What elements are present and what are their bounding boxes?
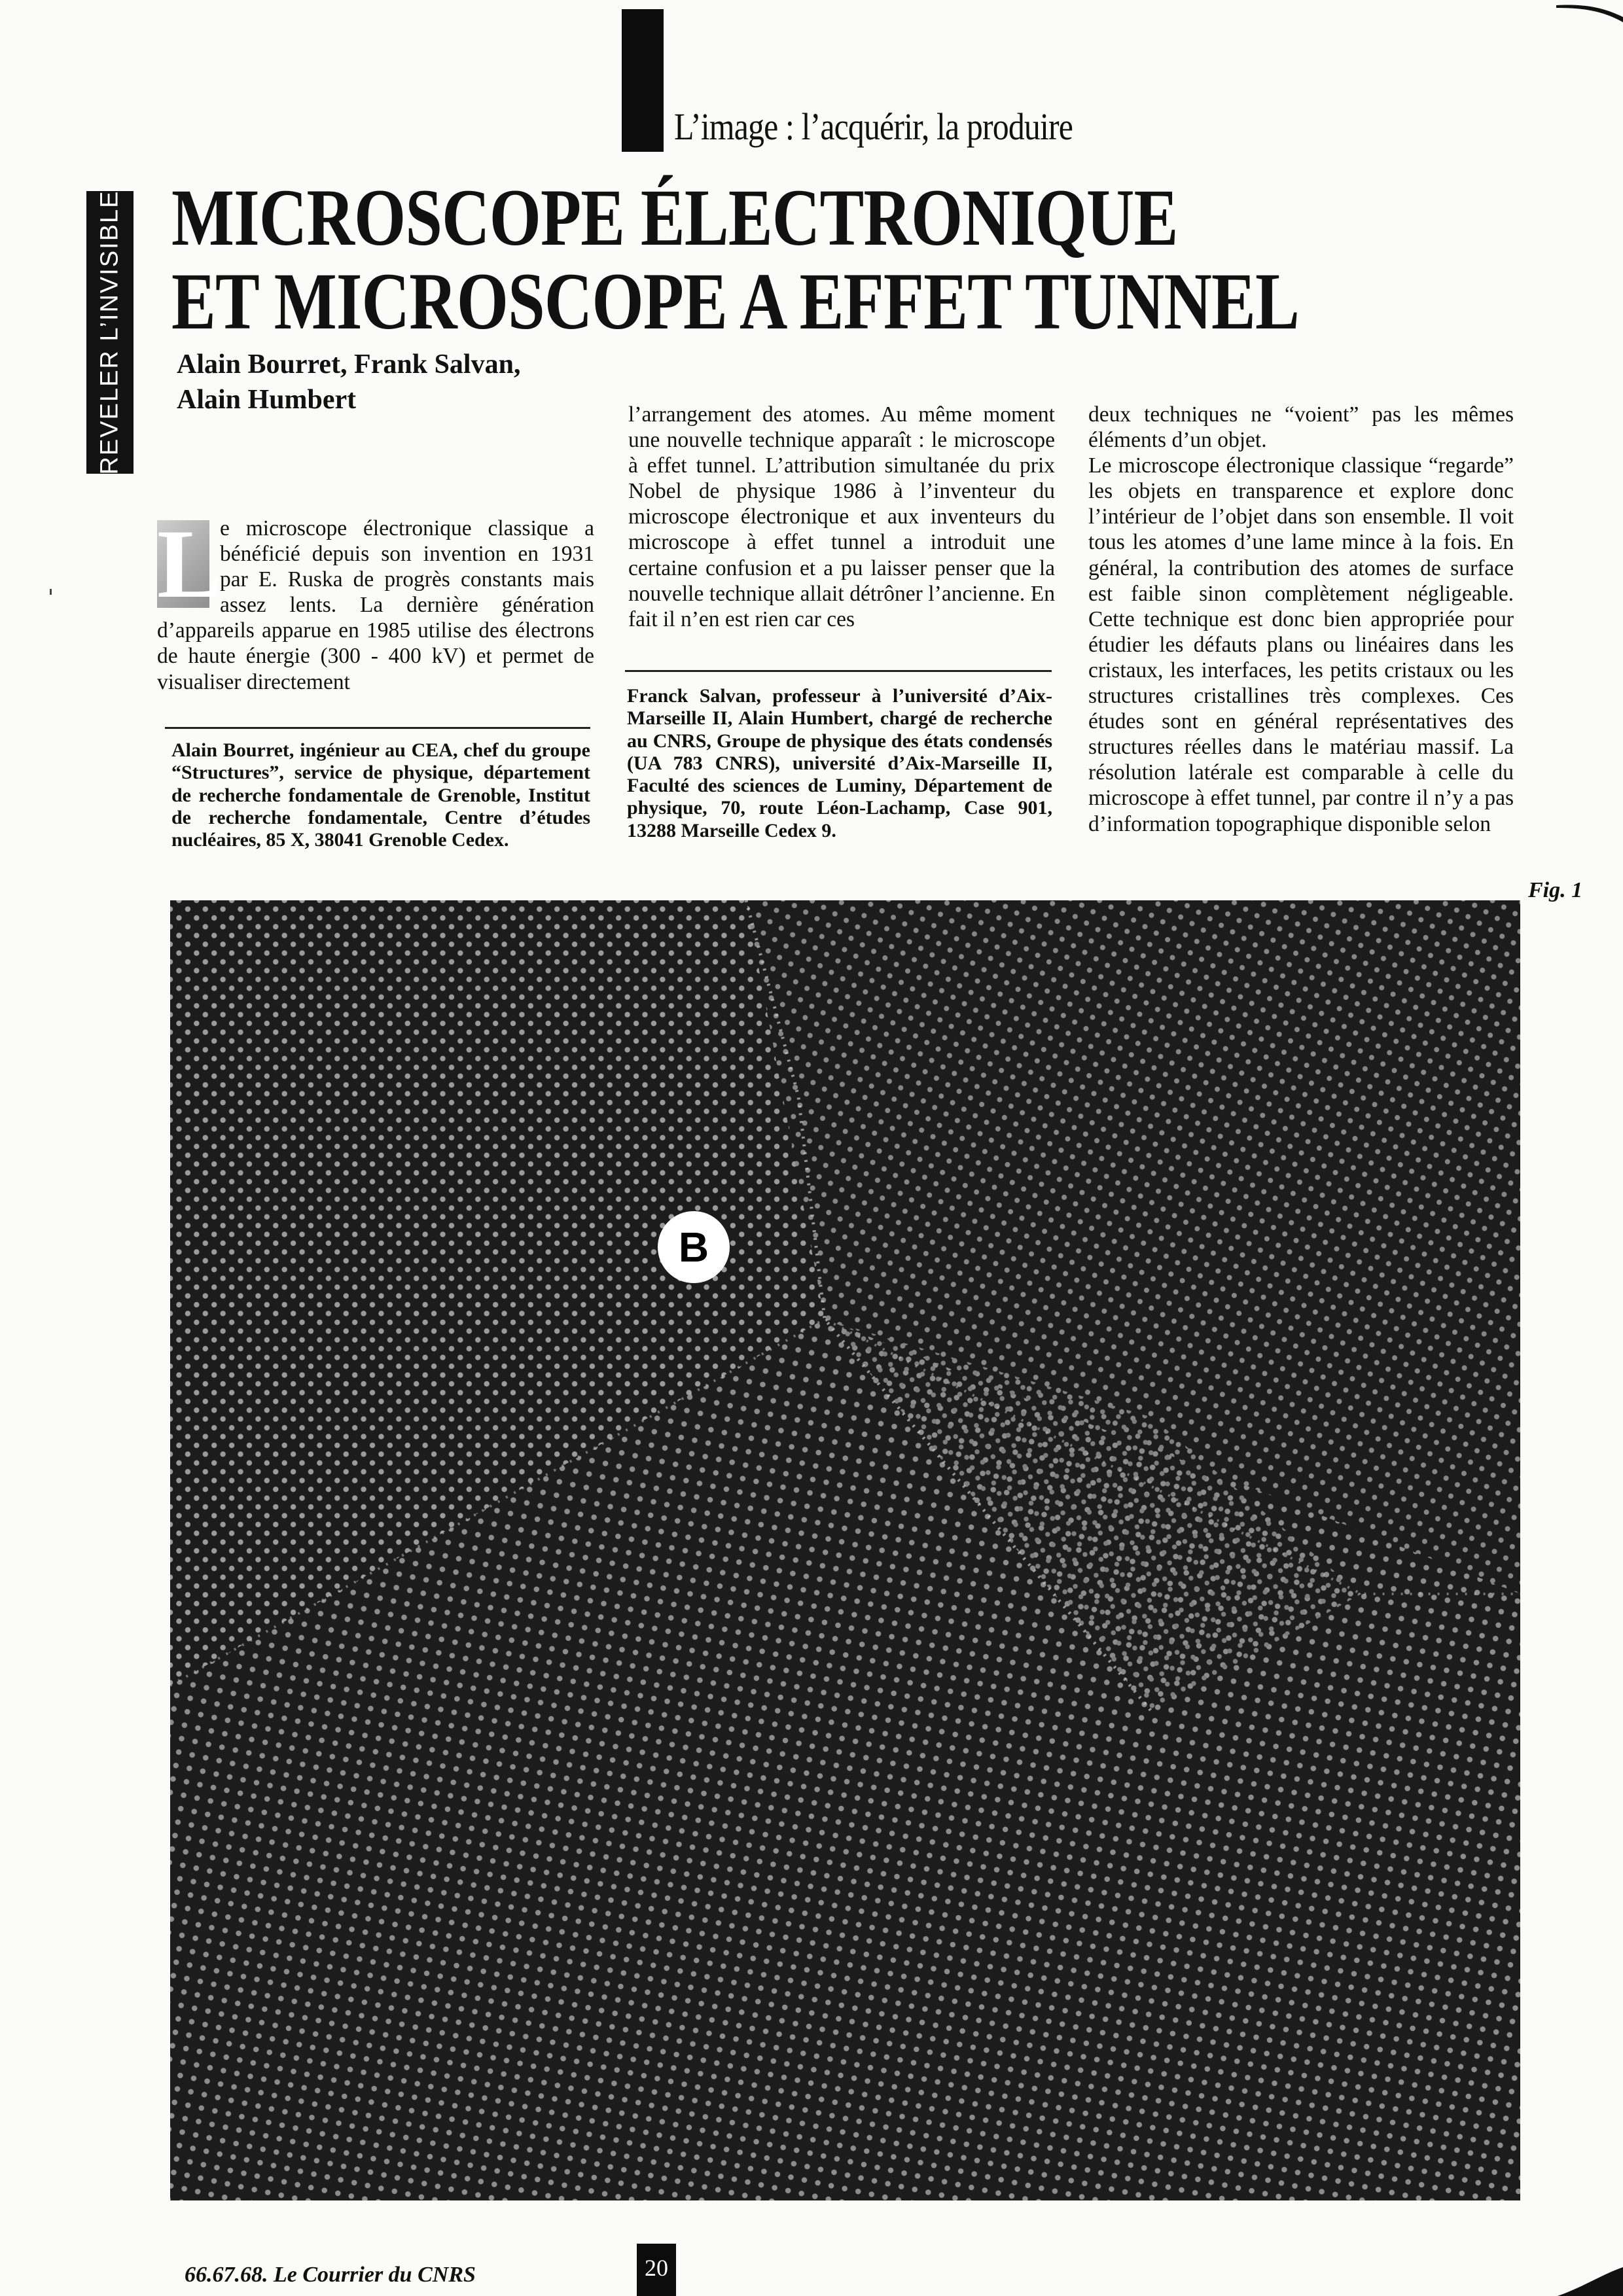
scan-speck (50, 589, 52, 595)
marker-b-letter: B (678, 1224, 709, 1271)
author-line-2: Alain Humbert (177, 385, 357, 415)
body-paragraph: Le microscope électronique classique “regarde” les objets en transparence et explore donc l’intérieur de l’objet dans son ensemble. Il voit tous les atomes d’une lame mince à la fois. En général, la contribution des atomes de surface est faible sinon complètement négligeable. Cette technique est donc bien appropriée pour étudier les défauts plans ou linéaires dans les cristaux, les interfaces, les petits cristaux ou les structures cristallines très complexes. Ces études sont en général représentatives des structures réelles dans le matériau massif. La résolution latérale est comparable à celle du microscope à effet tunnel, par contre il n’y a pas d’information topographique disponible selon (1088, 453, 1514, 836)
footer-journal: 66.67.68. Le Courrier du CNRS (185, 2263, 476, 2287)
bio-separator-rule (165, 727, 590, 729)
author-line-1: Alain Bourret, Frank Salvan, (177, 349, 521, 380)
body-paragraph: e microscope électronique classique a bénéficié depuis son invention en 1931 par E. Ruska de progrès constants mais assez lents. La dernière génération d’appareils apparue en 1985 utilise des électrons de haute énergie (300 - 400 kV) et permet de visualiser directement (157, 516, 594, 694)
body-column-1 (157, 510, 594, 695)
page-number: 20 (645, 2255, 668, 2281)
section-rubric: L’image : l’acquérir, la produire (674, 105, 1073, 148)
author-list (177, 347, 582, 417)
figure-label: Fig. 1 (1528, 878, 1583, 902)
article-title-line-1: MICROSCOPE ÉLECTRONIQUE (171, 173, 1178, 262)
header-black-bar (622, 9, 664, 152)
body-paragraph: l’arrangement des atomes. Au même moment une nouvelle technique apparaît : le microscope à effet tunnel. L’attribution simultanée du prix Nobel de physique 1986 à l’inventeur du microscope électronique et aux inventeurs du microscope à effet tunnel a introduit une certaine confusion et a pu laisser penser que la nouvelle technique allait détrôner l’ancienne. En fait il n’en est rien car ces (628, 402, 1055, 631)
body-column-3 (1088, 402, 1514, 837)
bio-text: Alain Bourret, ingénieur au CEA, chef du groupe “Structures”, service de physique, département de recherche fondamentale de Grenoble, Institut de recherche fondamentale, Centre d’études nucléaires, 85 X, 38041 Grenoble Cedex. (171, 739, 590, 851)
electron-micrograph (170, 900, 1520, 2200)
scan-corner-curl (1558, 2261, 1623, 2296)
scan-corner-mark (1556, 0, 1623, 26)
author-bio-bourret (171, 739, 590, 851)
drop-cap: L (157, 510, 223, 618)
page-number-box (637, 2244, 676, 2296)
body-paragraph: deux techniques ne “voient” pas les mêmes éléments d’un objet. (1088, 402, 1514, 453)
bio-text: Franck Salvan, professeur à l’université d’Aix-Marseille II, Alain Humbert, chargé de recherche au CNRS, Groupe de physique des états condensés (UA 783 CNRS), université d’Aix-Marseille II, Faculté des sciences de Luminy, Département de physique, 70, route Léon-Lachamp, Case 901, 13288 Marseille Cedex 9. (627, 685, 1052, 841)
body-column-2 (628, 402, 1055, 632)
side-banner-label: REVELER L’INVISIBLE (96, 190, 124, 475)
bio-separator-rule (625, 670, 1052, 672)
marker-b (658, 1211, 730, 1283)
article-title-line-2: ET MICROSCOPE A EFFET TUNNEL (171, 256, 1299, 346)
author-bio-salvan-humbert (627, 685, 1052, 842)
side-banner (86, 191, 134, 474)
